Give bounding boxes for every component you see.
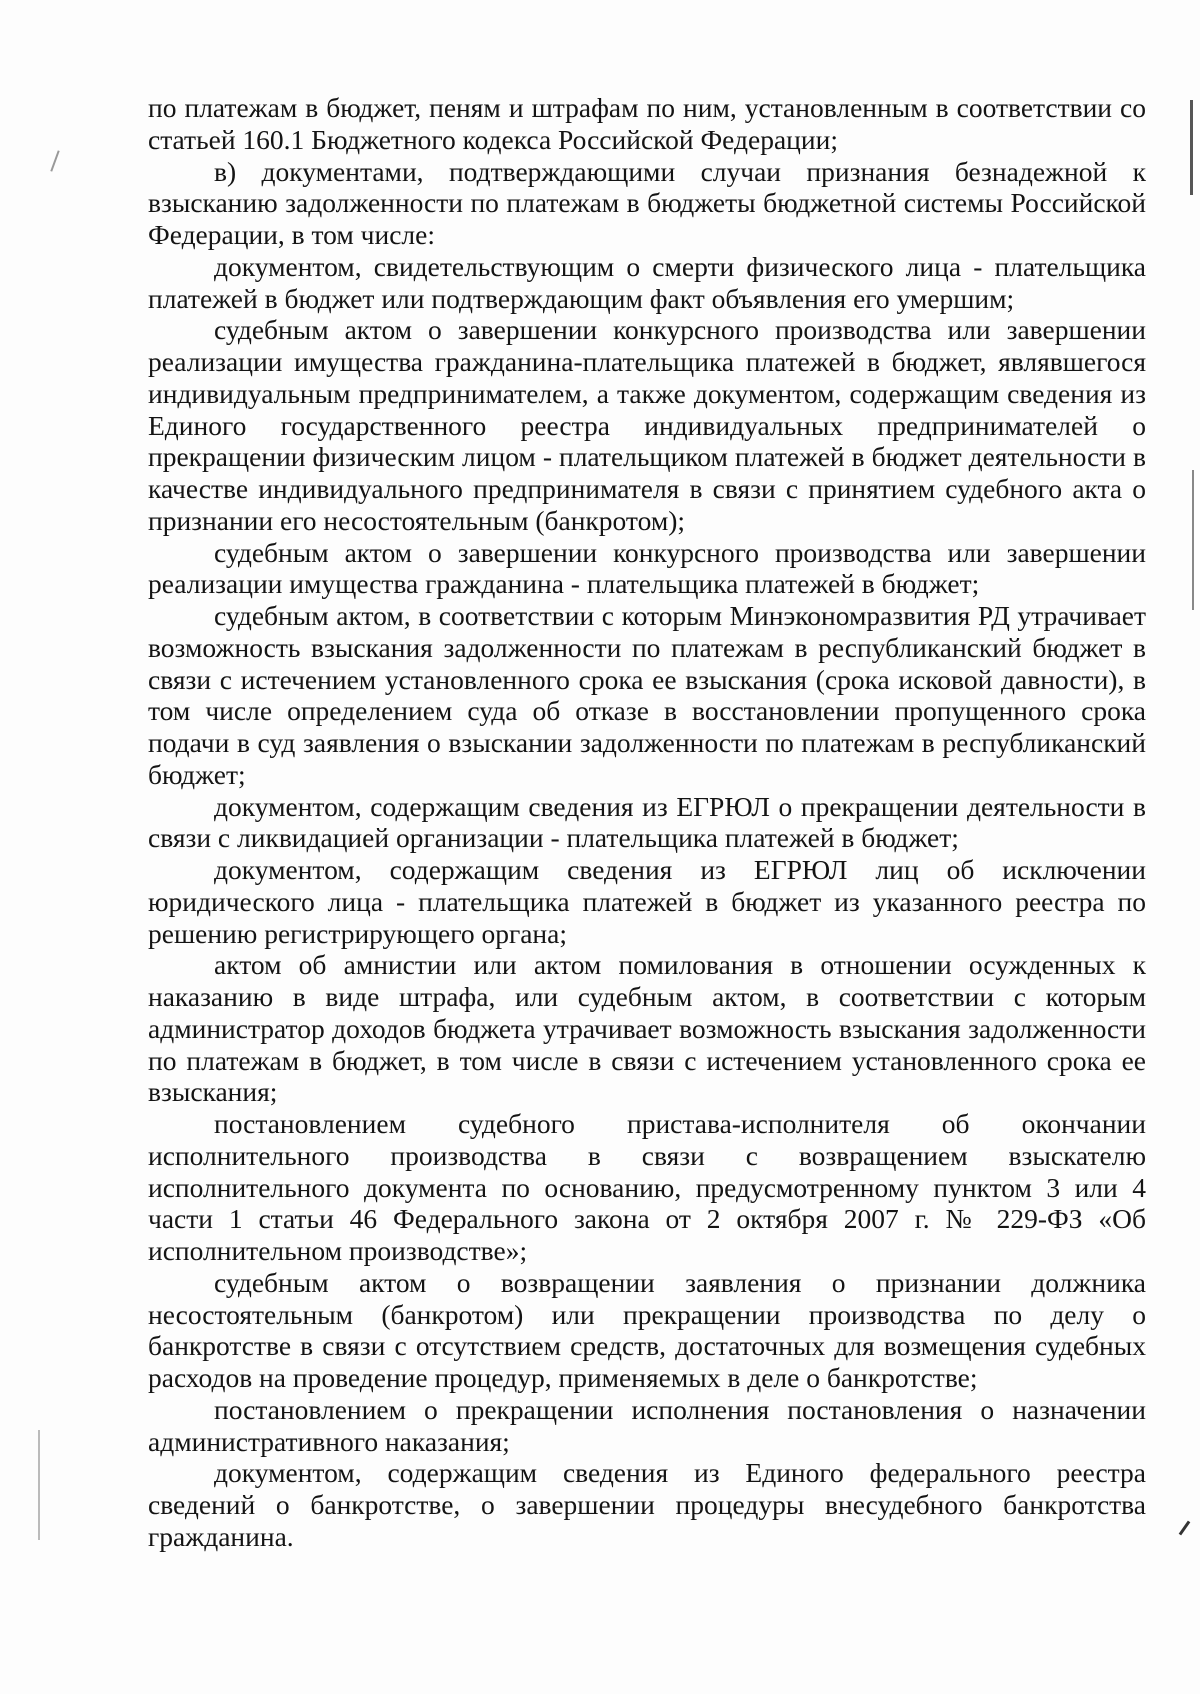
paragraph-12: постановлением о прекращении исполнения постановления о назначении административного наказания; [148,1393,1146,1457]
scan-edge-mark-top-right [1190,100,1193,195]
paragraph-5: судебным актом о завершении конкурсного производства или завершении реализации имущества гражданина - плательщика платежей в бюджет; [148,536,1146,600]
scan-edge-mark-right [1192,470,1194,610]
scan-edge-mark-left [38,1430,40,1540]
paragraph-3: документом, свидетельствующим о смерти физического лица - плательщика платежей в бюджет или подтверждающим факт объявления его умершим; [148,250,1146,314]
paragraph-6: судебным актом, в соответствии с которым Минэкономразвития РД утрачивает возможность взыскания задолженности по платежам в республиканский бюджет в связи с истечением установленного срока ее взыскания (срока исковой давности), в том числе определением суда об отказе в восстановлении пропущенного срока подачи в суд заявления о взыскании задолженности по платежам в республиканский бюджет; [148,600,1146,790]
scan-edge-mark-bottom-right [1179,1521,1191,1536]
paragraph-9: актом об амнистии или актом помилования в отношении осужденных к наказанию в виде штрафа, или судебным актом, в соответствии с которым администратор доходов бюджета утрачивает возможность взыскания задолженности по платежам в бюджет, в том числе в связи с истечением установленного срока ее взыскания; [148,949,1146,1108]
scan-stray-mark-left [50,150,59,171]
paragraph-10: постановлением судебного пристава-исполнителя об окончании исполнительного производства в связи с возвращением взыскателю исполнительного документа по основанию, предусмотренному пунктом 3 или 4 части 1 статьи 46 Федерального закона от 2 октября 2007 г. № 229-ФЗ «Об исполнительном производстве»; [148,1108,1146,1266]
paragraph-13: документом, содержащим сведения из Единого федерального реестра сведений о банкротстве, о завершении процедуры внесудебного банкротства гражданина. [148,1457,1146,1552]
paragraph-8: документом, содержащим сведения из ЕГРЮЛ лиц об исключении юридического лица - плательщика платежей в бюджет из указанного реестра по решению регистрирующего органа; [148,854,1146,949]
document-body [148,92,1146,1553]
paragraph-7: документом, содержащим сведения из ЕГРЮЛ о прекращении деятельности в связи с ликвидацией организации - плательщика платежей в бюджет; [148,790,1146,854]
paragraph-2: в) документами, подтверждающими случаи признания безнадежной к взысканию задолженности по платежам в бюджеты бюджетной системы Российской Федерации, в том числе: [148,155,1146,250]
paragraph-11: судебным актом о возвращении заявления о признании должника несостоятельным (банкротом) или прекращении производства по делу о банкротстве в связи с отсутствием средств, достаточных для возмещения судебных расходов на проведение процедур, применяемых в деле о банкротстве; [148,1266,1146,1393]
paragraph-4: судебным актом о завершении конкурсного производства или завершении реализации имущества гражданина-плательщика платежей в бюджет, являвшегося индивидуальным предпринимателем, а также документом, содержащим сведения из Единого государственного реестра индивидуальных предпринимателей о прекращении физическим лицом - плательщиком платежей в бюджет деятельности в качестве индивидуального предпринимателя в связи с принятием судебного акта о признании его несостоятельным (банкротом); [148,314,1146,536]
paragraph-1: по платежам в бюджет, пеням и штрафам по ним, установленным в соответствии со статьей 160.1 Бюджетного кодекса Российской Федерации; [148,92,1146,155]
